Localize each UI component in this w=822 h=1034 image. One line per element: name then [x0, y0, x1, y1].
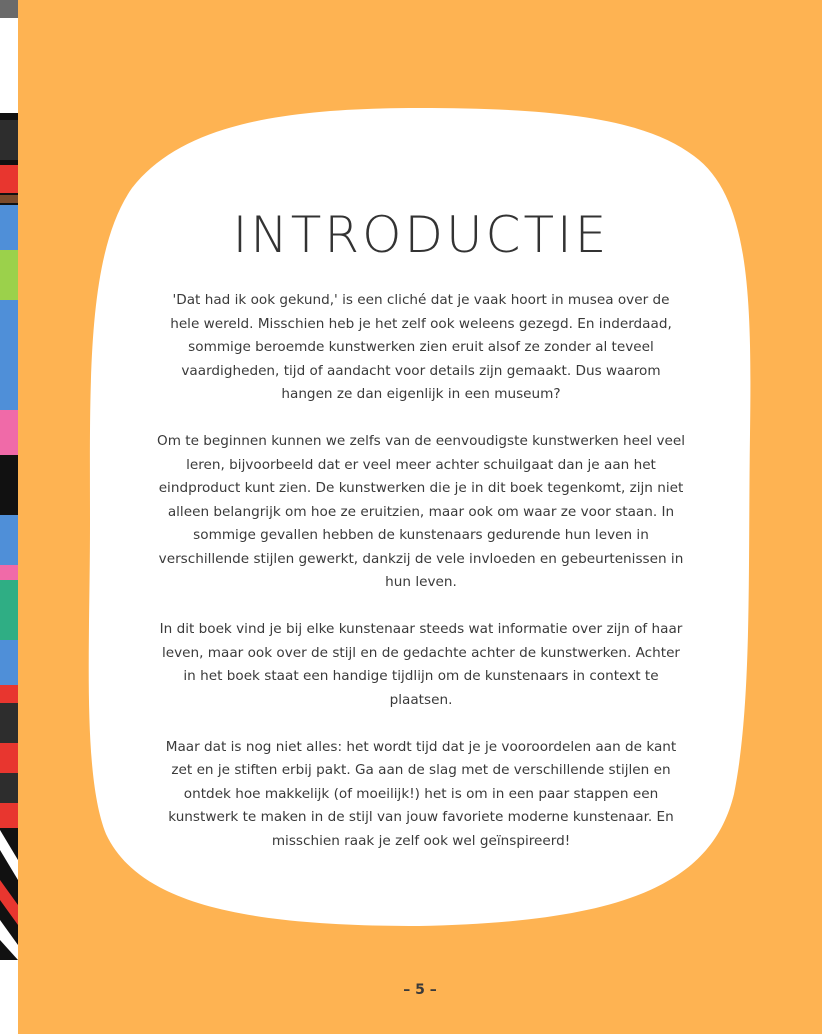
artwork-strip-graphic: [0, 0, 18, 1034]
book-page: [18, 0, 822, 1034]
paragraph-2: Om te beginnen kunnen we zelfs van de eenvoudigste kunstwerken heel veel leren, bijvoorbeeld dat er veel meer achter schuilgaat dan je aan het eindproduct kunt zien. De kunstwerken die je in dit boek tegenkomt, zijn niet alleen belangrijk om hoe ze eruitzien, maar ook om waar ze voor staan. In sommige gevallen hebben de kunstenaars gedurende hun leven in verschillende stijlen gewerkt, dankzij de vele invloeden en gebeurtenissen in hun leven.: [157, 433, 685, 590]
adjacent-page-artwork-strip: [0, 0, 18, 1034]
paragraph-1: 'Dat had ik ook gekund,' is een cliché dat je vaak hoort in musea over de hele wereld. Misschien heb je het zelf ook weleens gezegd. En inderdaad, sommige beroemde kunstwerken zien eruit alsof ze zonder al teveel vaardigheden, tijd of aandacht voor details zijn gemaakt. Dus waarom hangen ze dan eigenlijk in een museum?: [170, 292, 672, 402]
page-title: INTRODUCTIE: [232, 206, 610, 264]
introduction-text-block: [156, 205, 686, 877]
paragraph-4: Maar dat is nog niet alles: het wordt tijd dat je je vooroordelen aan de kant zet en je stiften erbij pakt. Ga aan de slag met de verschillende stijlen en ontdek hoe makkelijk (of moeilijk!) het is om in een paar stappen een kunstwerk te maken in de stijl van jouw favoriete moderne kunstenaar. En misschien raak je zelf ook wel geïnspireerd!: [165, 738, 677, 849]
page-number: – 5 –: [403, 982, 437, 998]
paragraph-3: In dit boek vind je bij elke kunstenaar steeds wat informatie over zijn of haar leven, maar ook over de stijl en de gedachte achter de kunstwerken. Achter in het boek staat een handige tijdlijn om de kunstenaars in context te plaatsen.: [159, 621, 683, 708]
